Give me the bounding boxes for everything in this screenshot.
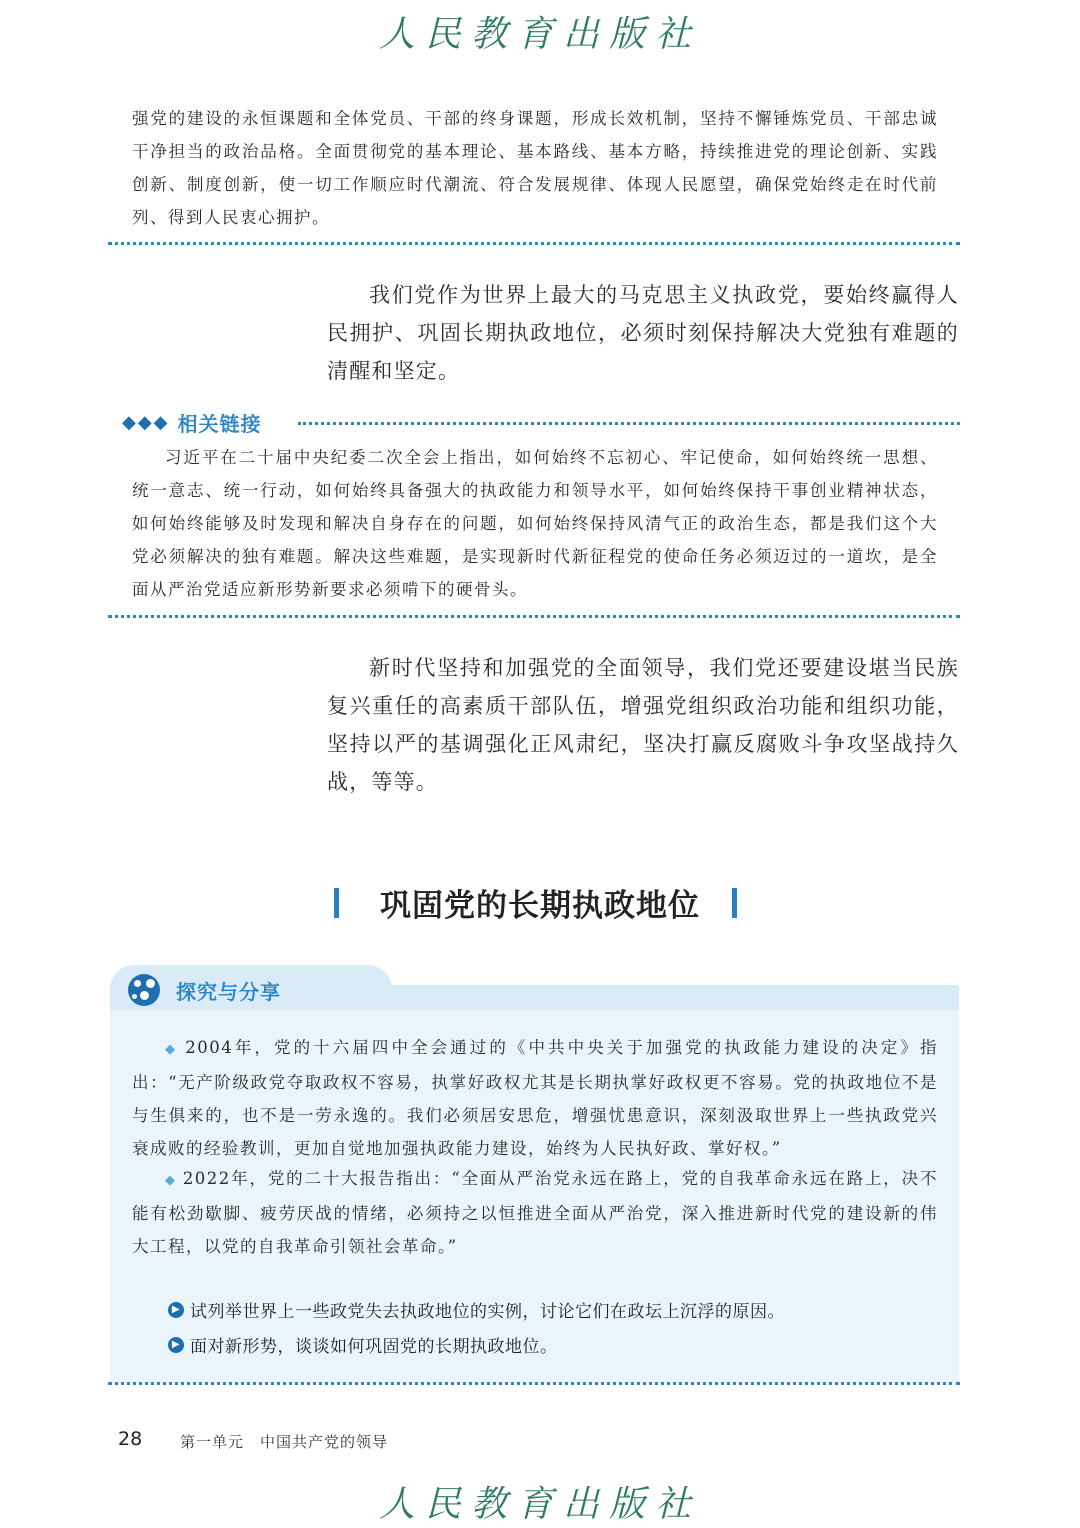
body-paragraph-1: 我们党作为世界上最大的马克思主义执政党，要始终赢得人民拥护、巩固长期执政地位，必须时刻保持解决大党独有难题的清醒和坚定。 (327, 283, 959, 383)
diamond-icon: ◆ (165, 1173, 183, 1188)
explore-item-2: ◆ 2022年，党的二十大报告指出：“全面从严治党永远在路上，党的自我革命永远在路上，决不能有松劲歇脚、疲劳厌战的情绪，必须持之以恒推进全面从严治党，深入推进新时代党的建设新的伟大工程，以党的自我革命引领社会革命。” (132, 1169, 938, 1256)
divider-dotted (108, 242, 960, 245)
related-link-dotted-rule (298, 422, 960, 425)
diamond-bullets-icon: ◆◆◆ (122, 411, 170, 433)
explore-item-1: ◆ 2004年，党的十六届四中全会通过的《中共中央关于加强党的执政能力建设的决定》指出：“无产阶级政党夺取政权不容易，执掌好政权尤其是长期执掌好政权更不容易。党的执政地位不是与生俱来的，也不是一劳永逸的。我们必须居安思危，增强忧患意识，深刻汲取世界上一些执政党兴衰成败的经验教训，更加自觉地加强执政能力建设，始终为人民执好政、掌好权。” (132, 1038, 938, 1158)
page-number: 28 (118, 1428, 143, 1450)
body-paragraph-2: 新时代坚持和加强党的全面领导，我们党还要建设堪当民族复兴重任的高素质干部队伍，增强党组织政治功能和组织功能，坚持以严的基调强化正风肃纪，坚决打赢反腐败斗争攻坚战持久战，等等。 (327, 656, 959, 794)
diamond-icon: ◆ (165, 1042, 186, 1057)
intro-paragraph: 强党的建设的永恒课题和全体党员、干部的终身课题，形成长效机制，坚持不懈锤炼党员、干部忠诚干净担当的政治品格。全面贯彻党的基本理论、基本路线、基本方略，持续推进党的理论创新、实践创新、制度创新，使一切工作顺应时代潮流、符合发展规律、体现人民愿望，确保党始终走在时代前列、得到人民衷心拥护。 (132, 109, 938, 227)
arrow-bullet-icon: ▶ (168, 1302, 184, 1318)
publisher-logo: 人民教育出版社 (378, 14, 701, 55)
related-link-title: 相关链接 (177, 411, 262, 436)
panel-bottom-dotted-rule (108, 1382, 960, 1385)
publisher-logo-bottom: 人民教育出版社 (378, 1484, 701, 1525)
section-title-bar-right (732, 888, 737, 918)
related-link-header (122, 408, 262, 436)
related-link-body: 习近平在二十届中央纪委二次全会上指出，如何始终不忘初心、牢记使命，如何始终统一思想、统一意志、统一行动，如何始终具备强大的执政能力和领导水平，如何始终保持干事创业精神状态，如何始终能够及时发现和解决自身存在的问题，如何始终保持风清气正的政治生态，都是我们这个大党必须解决的独有难题。解决这些难题，是实现新时代新征程党的使命任务必须迈过的一道坎，是全面从严治党适应新形势新要求必须啃下的硬骨头。 (132, 448, 938, 599)
unit-label: 第一单元 中国共产党的领导 (180, 1433, 389, 1451)
explore-title: 探究与分享 (176, 980, 281, 1004)
section-title: 巩固党的长期执政地位 (380, 888, 700, 924)
explore-icon (128, 974, 160, 1006)
question-2: ▶ 面对新形势，谈谈如何巩固党的长期执政地位。 (168, 1332, 558, 1357)
divider-dotted (108, 615, 960, 618)
question-1: ▶ 试列举世界上一些政党失去执政地位的实例，讨论它们在政坛上沉浮的原因。 (168, 1297, 785, 1322)
arrow-bullet-icon: ▶ (168, 1337, 184, 1353)
